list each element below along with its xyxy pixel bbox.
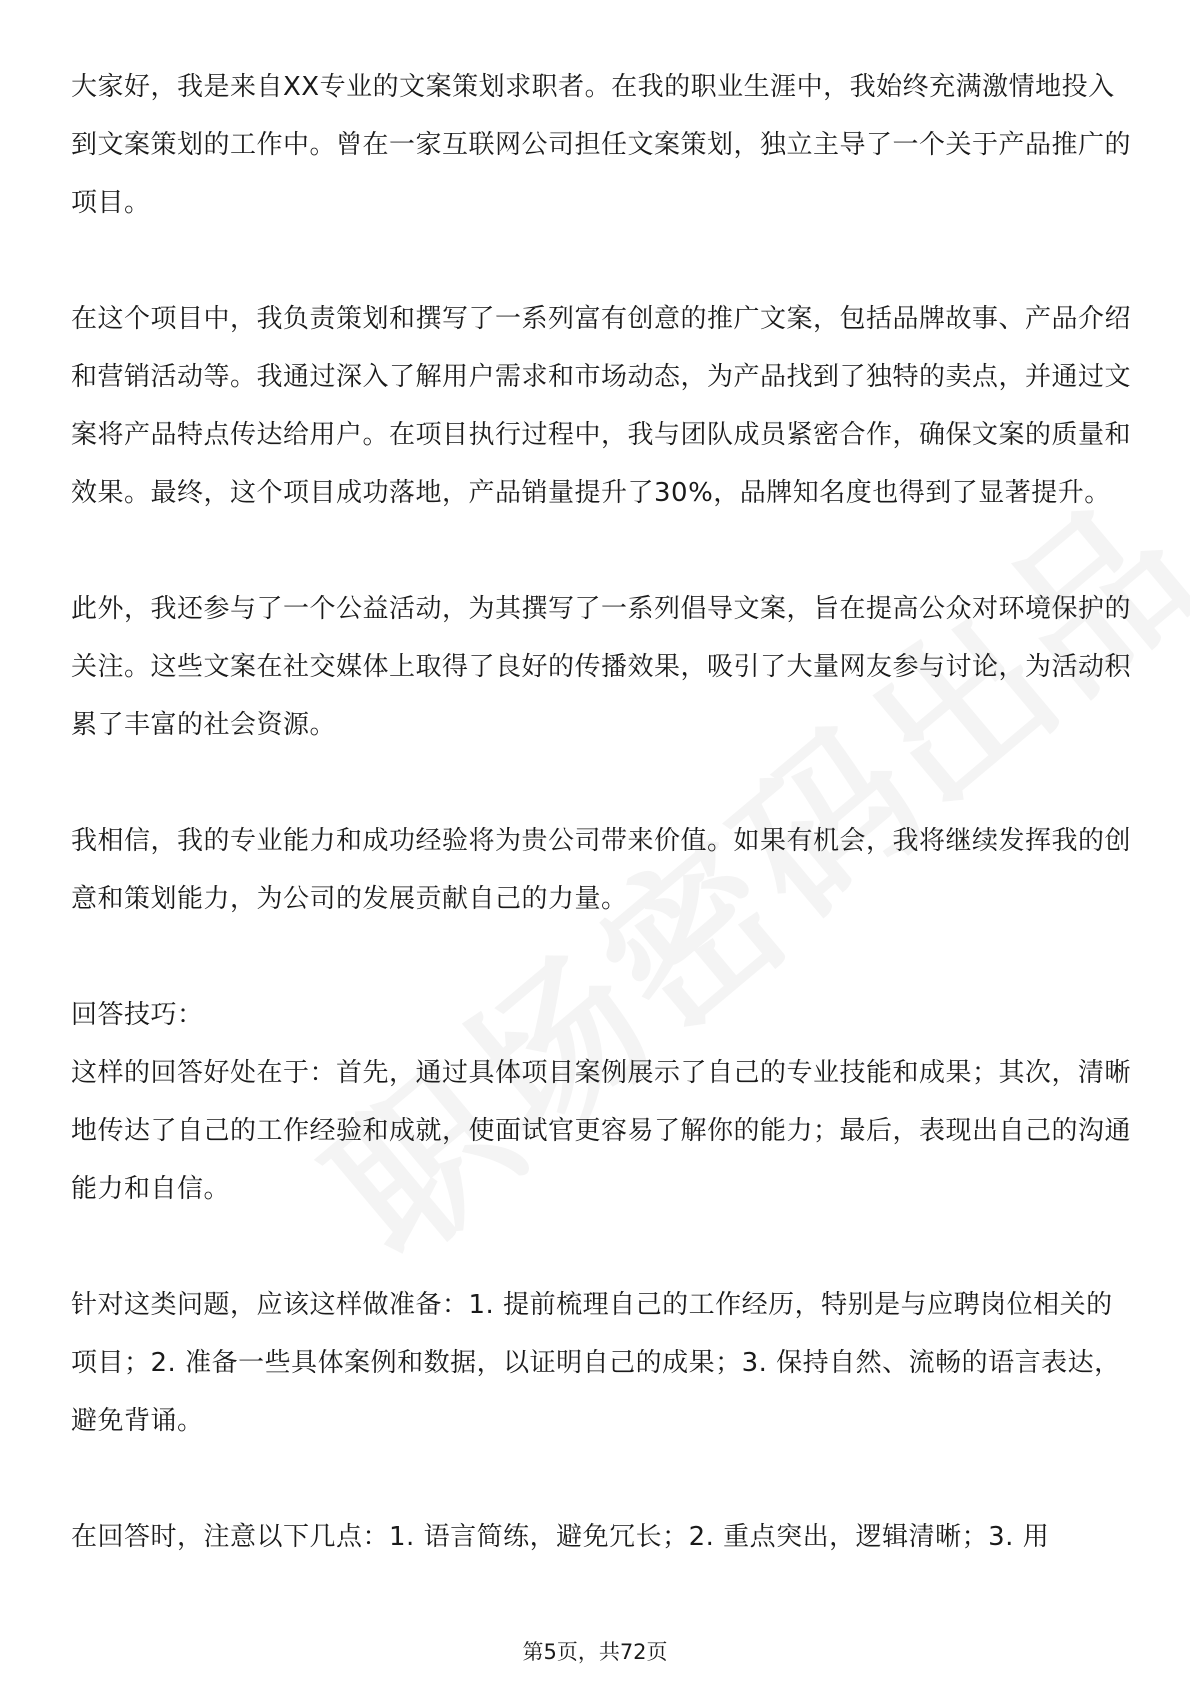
paragraph-intro: 大家好，我是来自XX专业的文案策划求职者。在我的职业生涯中，我始终充满激情地投入到文案策划的工作中。曾在一家互联网公司担任文案策划，独立主导了一个关于产品推广的项目。	[71, 72, 1132, 218]
tips-paragraph-preparation: 针对这类问题，应该这样做准备：1. 提前梳理自己的工作经历，特别是与应聘岗位相关的项目；2. 准备一些具体案例和数据，以证明自己的成果；3. 保持自然、流畅的语言表达，避免背诵。	[71, 1290, 1121, 1436]
page-number-footer: 第5页，共72页	[522, 1640, 668, 1664]
paragraph-gap	[71, 522, 1133, 580]
tips-heading: 回答技巧：	[71, 1000, 204, 1030]
paragraph-gap	[71, 1450, 1133, 1508]
paragraph-closing: 我相信，我的专业能力和成功经验将为贵公司带来价值。如果有机会，我将继续发挥我的创意和策划能力，为公司的发展贡献自己的力量。	[71, 826, 1132, 914]
tips-paragraph-notes: 在回答时，注意以下几点：1. 语言简练，避免冗长；2. 重点突出，逻辑清晰；3. 用	[71, 1522, 1050, 1552]
paragraph-charity: 此外，我还参与了一个公益活动，为其撰写了一系列倡导文案，旨在提高公众对环境保护的关注。这些文案在社交媒体上取得了良好的传播效果，吸引了大量网友参与讨论，为活动积累了丰富的社会资源。	[71, 594, 1132, 740]
paragraph-gap	[71, 1218, 1133, 1276]
paragraph-gap	[71, 928, 1133, 986]
tips-paragraph-benefits: 这样的回答好处在于：首先，通过具体项目案例展示了自己的专业技能和成果；其次，清晰地传达了自己的工作经验和成就，使面试官更容易了解你的能力；最后，表现出自己的沟通能力和自信。	[71, 1058, 1132, 1204]
document-body	[71, 58, 1133, 1566]
paragraph-gap	[71, 754, 1133, 812]
paragraph-project: 在这个项目中，我负责策划和撰写了一系列富有创意的推广文案，包括品牌故事、产品介绍和营销活动等。我通过深入了解用户需求和市场动态，为产品找到了独特的卖点，并通过文案将产品特点传达给用户。在项目执行过程中，我与团队成员紧密合作，确保文案的质量和效果。最终，这个项目成功落地，产品销量提升了30%，品牌知名度也得到了显著提升。	[71, 304, 1132, 508]
paragraph-gap	[71, 232, 1133, 290]
